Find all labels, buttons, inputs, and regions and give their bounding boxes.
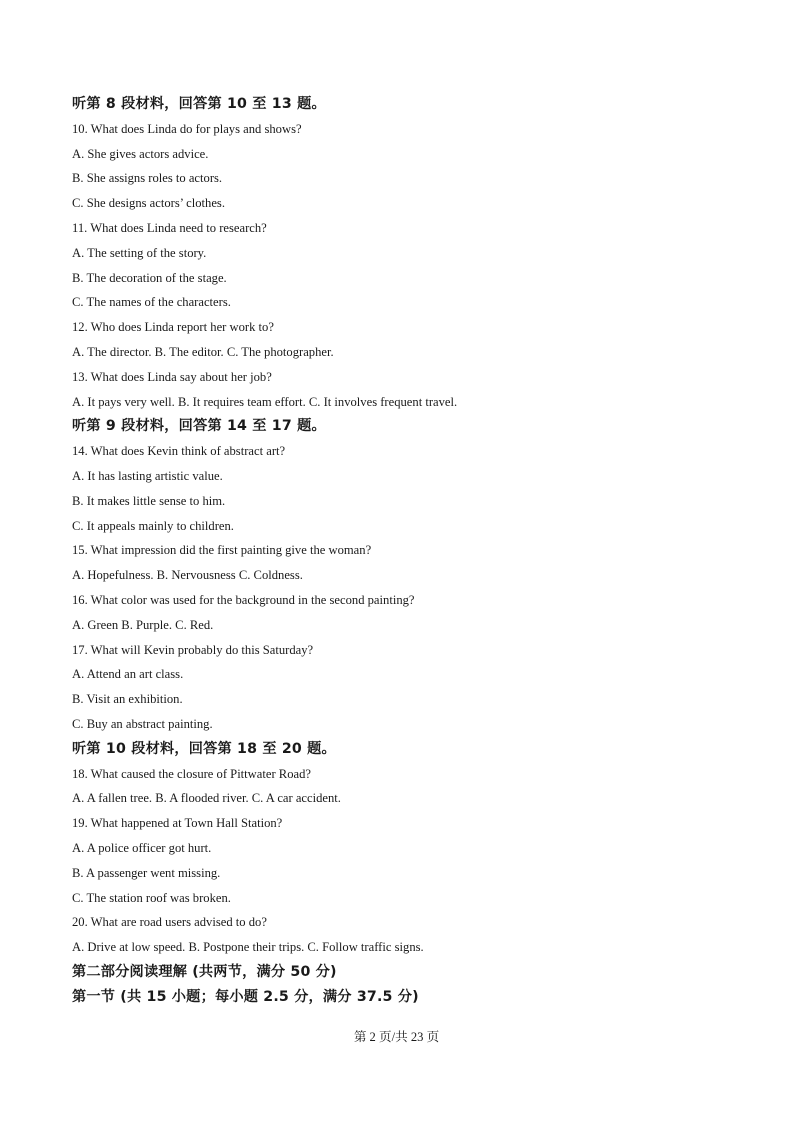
answer-option: C. The names of the characters. [72, 295, 231, 310]
answer-option: C. It appeals mainly to children. [72, 518, 234, 533]
question-text: 12. Who does Linda report her work to? [72, 320, 274, 335]
part-heading: 第一节 (共 15 小题；每小题 2.5 分，满分 37.5 分) [72, 988, 419, 1005]
answer-option: A. A police officer got hurt. [72, 840, 212, 855]
answer-option: A. It pays very well. B. It requires team effort. C. It involves frequent travel. [72, 394, 458, 409]
section-heading: 听第 9 段材料，回答第 14 至 17 题。 [72, 418, 326, 435]
answer-option: A. Hopefulness. B. Nervousness C. Coldness. [72, 568, 303, 583]
question-text: 20. What are road users advised to do? [72, 915, 267, 930]
answer-option: A. Drive at low speed. B. Postpone their trips. C. Follow traffic signs. [72, 940, 424, 955]
question-text: 18. What caused the closure of Pittwater Road? [72, 766, 311, 781]
answer-option: C. Buy an abstract painting. [72, 716, 213, 731]
answer-option: B. The decoration of the stage. [72, 270, 227, 285]
answer-option: B. A passenger went missing. [72, 865, 221, 880]
question-text: 15. What impression did the first painting give the woman? [72, 543, 372, 558]
question-text: 16. What color was used for the background in the second painting? [72, 592, 415, 607]
answer-option: C. The station roof was broken. [72, 890, 231, 905]
question-text: 13. What does Linda say about her job? [72, 369, 272, 384]
answer-option: A. Attend an art class. [72, 667, 184, 682]
document-body [72, 92, 732, 1009]
part-heading: 第二部分阅读理解 (共两节，满分 50 分) [72, 963, 337, 980]
page-number: 第 2 页/共 23 页 [353, 1030, 440, 1044]
answer-option: A. A fallen tree. B. A flooded river. C. A car accident. [72, 791, 341, 806]
answer-option: A. The director. B. The editor. C. The photographer. [72, 344, 334, 359]
question-text: 17. What will Kevin probably do this Saturday? [72, 642, 314, 657]
answer-option: A. It has lasting artistic value. [72, 468, 223, 483]
answer-option: A. The setting of the story. [72, 245, 207, 260]
answer-option: A. She gives actors advice. [72, 146, 209, 161]
question-text: 11. What does Linda need to research? [72, 220, 267, 235]
section-heading: 听第 8 段材料，回答第 10 至 13 题。 [72, 96, 326, 112]
answer-option: B. She assigns roles to actors. [72, 171, 223, 186]
question-text: 10. What does Linda do for plays and shows? [72, 121, 302, 136]
answer-option: B. Visit an exhibition. [72, 692, 183, 707]
question-text: 19. What happened at Town Hall Station? [72, 816, 283, 831]
question-text: 14. What does Kevin think of abstract art? [72, 444, 286, 459]
answer-option: B. It makes little sense to him. [72, 493, 226, 508]
section-heading: 听第 10 段材料，回答第 18 至 20 题。 [72, 740, 336, 757]
answer-option: A. Green B. Purple. C. Red. [72, 617, 214, 632]
answer-option: C. She designs actors’ clothes. [72, 196, 225, 211]
